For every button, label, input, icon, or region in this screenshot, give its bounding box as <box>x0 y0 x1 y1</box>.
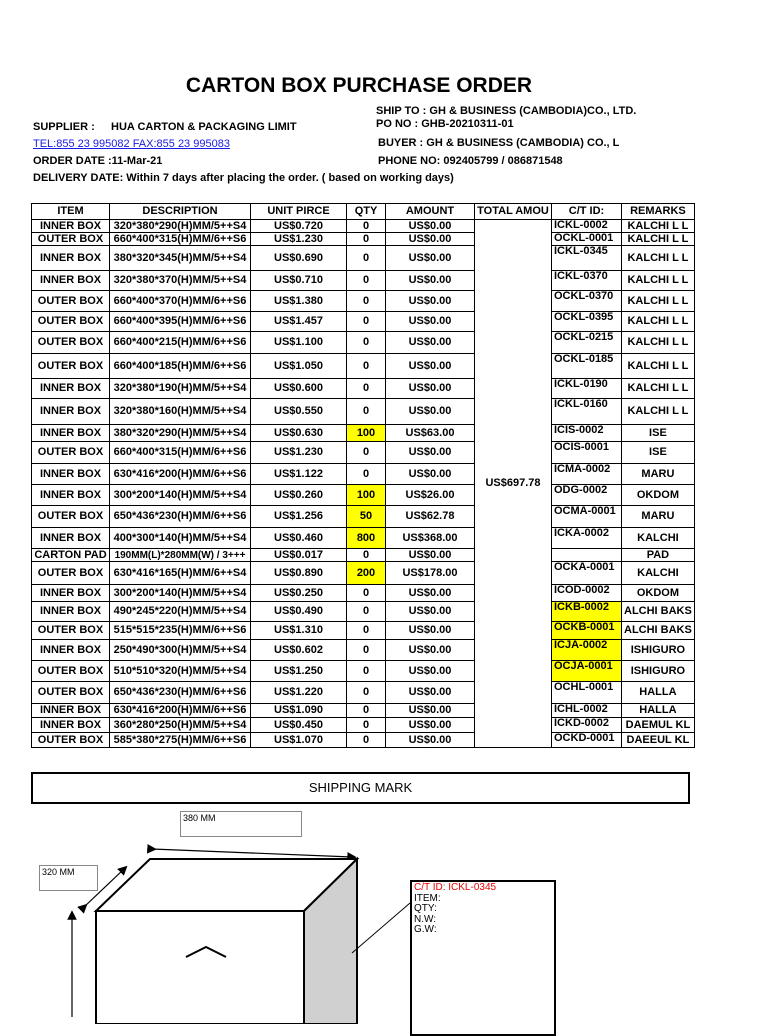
table-row <box>32 602 695 622</box>
unit-price-cell: US$0.250 <box>251 585 347 602</box>
amount-cell: US$368.00 <box>386 528 475 549</box>
amount-cell: US$178.00 <box>386 562 475 585</box>
dimension-width-box <box>180 811 302 837</box>
ct-id-cell: ICHL-0002 <box>552 704 622 718</box>
remarks-cell: KALCHI L L <box>622 233 695 246</box>
table-row <box>32 640 695 661</box>
unit-price-cell: US$0.017 <box>251 549 347 562</box>
item-cell: INNER BOX <box>32 271 110 291</box>
table-row <box>32 354 695 379</box>
qty-cell: 0 <box>347 220 386 233</box>
item-cell: INNER BOX <box>32 704 110 718</box>
description-cell: 630*416*200(H)MM/6++S6 <box>110 464 251 485</box>
description-cell: 320*380*190(H)MM/5++S4 <box>110 379 251 399</box>
col-unit-price: UNIT PIRCE <box>251 204 347 220</box>
ct-id-cell: ICKA-0002 <box>552 528 622 549</box>
description-cell: 380*320*290(H)MM/5++S4 <box>110 425 251 442</box>
item-cell: INNER BOX <box>32 425 110 442</box>
qty-cell: 0 <box>347 585 386 602</box>
ct-id-cell: ICKL-0190 <box>552 379 622 399</box>
unit-price-cell: US$1.070 <box>251 733 347 748</box>
description-cell: 320*380*160(H)MM/5++S4 <box>110 399 251 425</box>
label-qty: QTY: <box>414 903 437 914</box>
item-cell: OUTER BOX <box>32 622 110 640</box>
unit-price-cell: US$1.050 <box>251 354 347 379</box>
unit-price-cell: US$0.710 <box>251 271 347 291</box>
table-row <box>32 661 695 682</box>
table-row <box>32 585 695 602</box>
ct-id-cell: ICKL-0002 <box>552 220 622 233</box>
description-cell: 300*200*140(H)MM/5++S4 <box>110 485 251 506</box>
description-cell: 630*416*165(H)MM/6++S4 <box>110 562 251 585</box>
ct-id-cell: OCKL-0001 <box>552 233 622 246</box>
ct-id-cell: ODG-0002 <box>552 485 622 506</box>
box-front-face <box>96 911 304 1024</box>
unit-price-cell: US$1.380 <box>251 291 347 312</box>
amount-cell: US$0.00 <box>386 704 475 718</box>
item-cell: INNER BOX <box>32 585 110 602</box>
table-row <box>32 246 695 271</box>
label-ct-id: C/T ID: ICKL-0345 <box>414 882 497 893</box>
qty-cell: 0 <box>347 271 386 291</box>
qty-cell: 100 <box>347 485 386 506</box>
shipping-label <box>410 880 556 1036</box>
label-gw: G.W: <box>414 924 437 935</box>
table-row <box>32 528 695 549</box>
item-cell: OUTER BOX <box>32 661 110 682</box>
item-cell: OUTER BOX <box>32 312 110 332</box>
col-description: DESCRIPTION <box>110 204 251 220</box>
table-row <box>32 682 695 704</box>
remarks-cell: DAEMUL KL <box>622 718 695 733</box>
qty-cell: 0 <box>347 704 386 718</box>
amount-cell: US$62.78 <box>386 506 475 528</box>
shipping-mark-header: SHIPPING MARK <box>31 772 690 804</box>
qty-cell: 0 <box>347 379 386 399</box>
remarks-cell: ALCHI BAKS <box>622 602 695 622</box>
amount-cell: US$0.00 <box>386 332 475 354</box>
qty-cell: 0 <box>347 233 386 246</box>
unit-price-cell: US$1.250 <box>251 661 347 682</box>
phone-number: PHONE NO: 092405799 / 086871548 <box>378 155 563 167</box>
supplier-label: SUPPLIER : <box>33 121 95 133</box>
ct-id-cell <box>552 549 622 562</box>
po-number: PO NO : GHB-20210311-01 <box>376 118 514 130</box>
amount-cell: US$0.00 <box>386 622 475 640</box>
ct-id-cell: OCKA-0001 <box>552 562 622 585</box>
qty-cell: 0 <box>347 661 386 682</box>
tel-fax-link[interactable]: TEL:855 23 995082 FAX:855 23 995083 <box>33 138 230 150</box>
description-cell: 510*510*320(H)MM/5++S4 <box>110 661 251 682</box>
dimension-depth-label: 320 MM <box>42 867 75 877</box>
description-cell: 660*400*215(H)MM/6++S6 <box>110 332 251 354</box>
unit-price-cell: US$1.310 <box>251 622 347 640</box>
description-cell: 360*280*250(H)MM/5++S4 <box>110 718 251 733</box>
qty-cell: 0 <box>347 464 386 485</box>
qty-cell: 0 <box>347 399 386 425</box>
item-cell: OUTER BOX <box>32 233 110 246</box>
remarks-cell: HALLA <box>622 682 695 704</box>
amount-cell: US$0.00 <box>386 246 475 271</box>
label-item: ITEM: <box>414 892 441 904</box>
ct-id-cell: OCKL-0185 <box>552 354 622 379</box>
description-cell: 660*400*395(H)MM/6++S6 <box>110 312 251 332</box>
order-table <box>31 203 695 748</box>
table-header-row <box>32 204 695 220</box>
amount-cell: US$0.00 <box>386 661 475 682</box>
description-cell: 585*380*275(H)MM/6++S6 <box>110 733 251 748</box>
total-amount-cell: US$697.78 <box>475 220 552 748</box>
qty-cell: 0 <box>347 246 386 271</box>
qty-cell: 0 <box>347 442 386 464</box>
amount-cell: US$0.00 <box>386 379 475 399</box>
qty-cell: 0 <box>347 332 386 354</box>
unit-price-cell: US$0.450 <box>251 718 347 733</box>
item-cell: CARTON PAD <box>32 549 110 562</box>
table-row <box>32 549 695 562</box>
remarks-cell: KALCHI L L <box>622 291 695 312</box>
amount-cell: US$0.00 <box>386 682 475 704</box>
unit-price-cell: US$0.460 <box>251 528 347 549</box>
ct-id-cell: ICKD-0002 <box>552 718 622 733</box>
unit-price-cell: US$0.890 <box>251 562 347 585</box>
description-cell: 515*515*235(H)MM/6++S6 <box>110 622 251 640</box>
table-row <box>32 506 695 528</box>
ct-id-cell: OCHL-0001 <box>552 682 622 704</box>
amount-cell: US$63.00 <box>386 425 475 442</box>
remarks-cell: KALCHI <box>622 528 695 549</box>
description-cell: 650*436*230(H)MM/6++S6 <box>110 506 251 528</box>
description-cell: 660*400*315(H)MM/6++S6 <box>110 233 251 246</box>
unit-price-cell: US$1.100 <box>251 332 347 354</box>
ct-id-cell: ICKL-0345 <box>552 246 622 271</box>
unit-price-cell: US$1.122 <box>251 464 347 485</box>
qty-cell: 0 <box>347 354 386 379</box>
dimension-width-label: 380 MM <box>183 813 216 823</box>
ct-id-cell: ICJA-0002 <box>552 640 622 661</box>
unit-price-cell: US$1.090 <box>251 704 347 718</box>
table-row <box>32 312 695 332</box>
remarks-cell: MARU <box>622 464 695 485</box>
description-cell: 400*300*140(H)MM/5++S4 <box>110 528 251 549</box>
remarks-cell: ISE <box>622 425 695 442</box>
amount-cell: US$0.00 <box>386 220 475 233</box>
table-row <box>32 379 695 399</box>
item-cell: OUTER BOX <box>32 562 110 585</box>
col-item: ITEM <box>32 204 110 220</box>
item-cell: INNER BOX <box>32 528 110 549</box>
item-cell: INNER BOX <box>32 379 110 399</box>
description-cell: 650*436*230(H)MM/6++S6 <box>110 682 251 704</box>
amount-cell: US$0.00 <box>386 312 475 332</box>
item-cell: OUTER BOX <box>32 291 110 312</box>
item-cell: OUTER BOX <box>32 332 110 354</box>
amount-cell: US$0.00 <box>386 464 475 485</box>
remarks-cell: KALCHI <box>622 562 695 585</box>
table-row <box>32 704 695 718</box>
remarks-cell: KALCHI L L <box>622 312 695 332</box>
qty-cell: 50 <box>347 506 386 528</box>
table-row <box>32 562 695 585</box>
remarks-cell: ISHIGURO <box>622 661 695 682</box>
amount-cell: US$0.00 <box>386 271 475 291</box>
ct-id-cell: OCKD-0001 <box>552 733 622 748</box>
table-row <box>32 485 695 506</box>
ct-id-cell: ICMA-0002 <box>552 464 622 485</box>
unit-price-cell: US$0.720 <box>251 220 347 233</box>
item-cell: INNER BOX <box>32 485 110 506</box>
qty-cell: 100 <box>347 425 386 442</box>
order-date: ORDER DATE :11-Mar-21 <box>33 155 163 167</box>
table-row <box>32 399 695 425</box>
remarks-cell: KALCHI L L <box>622 246 695 271</box>
qty-cell: 0 <box>347 682 386 704</box>
supplier-name: HUA CARTON & PACKAGING LIMIT <box>111 121 297 133</box>
remarks-cell: ISHIGURO <box>622 640 695 661</box>
table-row <box>32 233 695 246</box>
amount-cell: US$0.00 <box>386 585 475 602</box>
item-cell: INNER BOX <box>32 399 110 425</box>
page-title: CARTON BOX PURCHASE ORDER <box>185 74 533 97</box>
ct-id-cell: OCKB-0001 <box>552 622 622 640</box>
remarks-cell: ALCHI BAKS <box>622 622 695 640</box>
ct-id-cell: OCIS-0001 <box>552 442 622 464</box>
description-cell: 380*320*345(H)MM/5++S4 <box>110 246 251 271</box>
qty-cell: 0 <box>347 718 386 733</box>
unit-price-cell: US$1.457 <box>251 312 347 332</box>
amount-cell: US$0.00 <box>386 442 475 464</box>
table-row <box>32 733 695 748</box>
remarks-cell: KALCHI L L <box>622 271 695 291</box>
description-cell: 660*400*185(H)MM/6++S6 <box>110 354 251 379</box>
remarks-cell: HALLA <box>622 704 695 718</box>
remarks-cell: KALCHI L L <box>622 332 695 354</box>
qty-cell: 0 <box>347 602 386 622</box>
table-row <box>32 220 695 233</box>
remarks-cell: ISE <box>622 442 695 464</box>
ct-id-cell: OCKL-0395 <box>552 312 622 332</box>
item-cell: OUTER BOX <box>32 733 110 748</box>
remarks-cell: OKDOM <box>622 485 695 506</box>
ct-id-cell: OCKL-0370 <box>552 291 622 312</box>
unit-price-cell: US$1.230 <box>251 442 347 464</box>
carton-box-drawing <box>0 835 768 1024</box>
width-arrow <box>152 849 352 857</box>
ct-id-cell: ICKB-0002 <box>552 602 622 622</box>
col-remarks: REMARKS <box>622 204 695 220</box>
remarks-cell: KALCHI L L <box>622 220 695 233</box>
description-cell: 250*490*300(H)MM/5++S4 <box>110 640 251 661</box>
description-cell: 660*400*315(H)MM/6++S6 <box>110 442 251 464</box>
qty-cell: 0 <box>347 640 386 661</box>
amount-cell: US$0.00 <box>386 718 475 733</box>
description-cell: 190MM(L)*280MM(W) / 3+++ <box>110 549 251 562</box>
qty-cell: 200 <box>347 562 386 585</box>
amount-cell: US$0.00 <box>386 354 475 379</box>
col-ct-id: C/T ID: <box>552 204 622 220</box>
unit-price-cell: US$0.630 <box>251 425 347 442</box>
table-row <box>32 464 695 485</box>
table-row <box>32 442 695 464</box>
qty-cell: 0 <box>347 733 386 748</box>
description-cell: 300*200*140(H)MM/5++S4 <box>110 585 251 602</box>
ct-id-cell: OCJA-0001 <box>552 661 622 682</box>
delivery-date: DELIVERY DATE: Within 7 days after placing the order. ( based on working days) <box>33 172 454 184</box>
description-cell: 320*380*290(H)MM/5++S4 <box>110 220 251 233</box>
unit-price-cell: US$0.602 <box>251 640 347 661</box>
unit-price-cell: US$1.256 <box>251 506 347 528</box>
remarks-cell: OKDOM <box>622 585 695 602</box>
remarks-cell: KALCHI L L <box>622 354 695 379</box>
remarks-cell: KALCHI L L <box>622 399 695 425</box>
unit-price-cell: US$0.690 <box>251 246 347 271</box>
amount-cell: US$0.00 <box>386 602 475 622</box>
remarks-cell: KALCHI L L <box>622 379 695 399</box>
ct-id-cell: ICKL-0160 <box>552 399 622 425</box>
amount-cell: US$0.00 <box>386 233 475 246</box>
item-cell: OUTER BOX <box>32 682 110 704</box>
ct-id-cell: ICIS-0002 <box>552 425 622 442</box>
item-cell: INNER BOX <box>32 602 110 622</box>
item-cell: OUTER BOX <box>32 506 110 528</box>
qty-cell: 0 <box>347 291 386 312</box>
qty-cell: 0 <box>347 312 386 332</box>
ct-id-cell: OCMA-0001 <box>552 506 622 528</box>
unit-price-cell: US$0.490 <box>251 602 347 622</box>
amount-cell: US$0.00 <box>386 399 475 425</box>
unit-price-cell: US$0.550 <box>251 399 347 425</box>
amount-cell: US$0.00 <box>386 549 475 562</box>
item-cell: INNER BOX <box>32 246 110 271</box>
item-cell: INNER BOX <box>32 220 110 233</box>
amount-cell: US$26.00 <box>386 485 475 506</box>
buyer: BUYER : GH & BUSINESS (CAMBODIA) CO., L <box>378 137 620 149</box>
label-nw: N.W: <box>414 913 437 925</box>
item-cell: INNER BOX <box>32 718 110 733</box>
qty-cell: 800 <box>347 528 386 549</box>
ct-id-cell: ICKL-0370 <box>552 271 622 291</box>
qty-cell: 0 <box>347 622 386 640</box>
remarks-cell: DAEEUL KL <box>622 733 695 748</box>
col-qty: QTY <box>347 204 386 220</box>
remarks-cell: MARU <box>622 506 695 528</box>
amount-cell: US$0.00 <box>386 291 475 312</box>
unit-price-cell: US$0.600 <box>251 379 347 399</box>
table-row <box>32 622 695 640</box>
ship-to: SHIP TO : GH & BUSINESS (CAMBODIA)CO., LTD. <box>376 105 637 117</box>
description-cell: 660*400*370(H)MM/6++S6 <box>110 291 251 312</box>
amount-cell: US$0.00 <box>386 640 475 661</box>
table-row <box>32 332 695 354</box>
description-cell: 320*380*370(H)MM/5++S4 <box>110 271 251 291</box>
ct-id-cell: ICOD-0002 <box>552 585 622 602</box>
unit-price-cell: US$0.260 <box>251 485 347 506</box>
description-cell: 490*245*220(H)MM/5++S4 <box>110 602 251 622</box>
unit-price-cell: US$1.220 <box>251 682 347 704</box>
unit-price-cell: US$1.230 <box>251 233 347 246</box>
item-cell: INNER BOX <box>32 640 110 661</box>
ct-id-cell: OCKL-0215 <box>552 332 622 354</box>
description-cell: 630*416*200(H)MM/6++S6 <box>110 704 251 718</box>
amount-cell: US$0.00 <box>386 733 475 748</box>
table-row <box>32 718 695 733</box>
qty-cell: 0 <box>347 549 386 562</box>
col-total-amount: TOTAL AMOU <box>475 204 552 220</box>
col-amount: AMOUNT <box>386 204 475 220</box>
remarks-cell: PAD <box>622 549 695 562</box>
table-row <box>32 291 695 312</box>
item-cell: OUTER BOX <box>32 442 110 464</box>
table-row <box>32 271 695 291</box>
item-cell: OUTER BOX <box>32 354 110 379</box>
table-row <box>32 425 695 442</box>
item-cell: INNER BOX <box>32 464 110 485</box>
label-pointer-line <box>352 903 410 953</box>
